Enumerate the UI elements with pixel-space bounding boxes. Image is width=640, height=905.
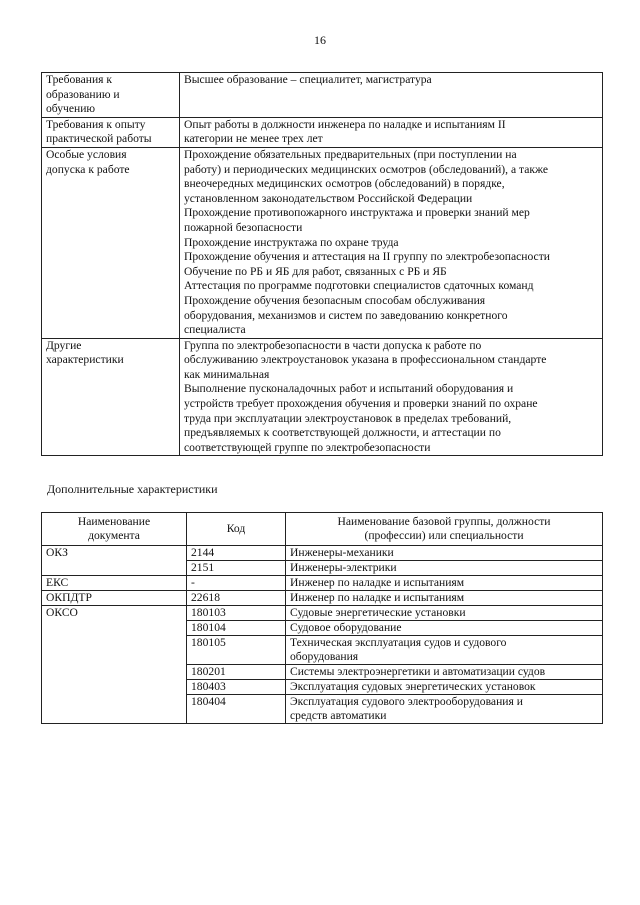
cell-name (286, 591, 603, 606)
text-line: Особые условия (46, 147, 127, 161)
requirements-table (41, 72, 603, 456)
text-line: обслуживанию электроустановок указана в профессиональном стандарте (184, 353, 547, 367)
cell-document: ОКСО (42, 606, 187, 621)
text-line: устройств требует прохождения обучения и проверки знаний по охране (184, 397, 538, 411)
text-line: внеочередных медицинских осмотров (обследований) в порядке, (184, 177, 505, 191)
cell-document: ОКЗ (42, 546, 187, 561)
text-line: Техническая эксплуатация судов и судового (290, 636, 507, 649)
text-line: оборудования (290, 650, 359, 663)
text-line: средств автоматики (290, 709, 387, 722)
header-line: Код (226, 522, 246, 535)
cell-name (286, 561, 603, 576)
text-line: Требования к опыту (46, 117, 146, 131)
table-row (42, 665, 603, 680)
cell-code: 22618 (187, 591, 286, 606)
cell-code: 180103 (187, 606, 286, 621)
cell-code: 180403 (187, 680, 286, 695)
cell-code: 2151 (187, 561, 286, 576)
text-line: Другие (46, 338, 82, 352)
text-line: Инженер по наладке и испытаниям (290, 576, 465, 589)
cell-document: ОКПДТР (42, 591, 187, 606)
requirement-value (180, 338, 603, 456)
cell-document (42, 665, 187, 680)
requirement-label (42, 73, 180, 118)
text-line: Обучение по РБ и ЯБ для работ, связанных с РБ и ЯБ (184, 264, 447, 278)
text-line: Аттестация по программе подготовки специалистов сдаточных команд (184, 279, 534, 293)
table-row (42, 606, 603, 621)
text-line: Судовые энергетические установки (290, 606, 466, 619)
cell-name (286, 695, 603, 724)
text-line: специалиста (184, 323, 246, 337)
header-code (187, 513, 286, 546)
cell-name (286, 680, 603, 695)
text-line: Прохождение инструктажа по охране труда (184, 235, 399, 249)
text-line: установленном законодательством Российской Федерации (184, 191, 473, 205)
requirement-label (42, 117, 180, 147)
cell-document (42, 621, 187, 636)
requirement-value (180, 147, 603, 338)
table-row (42, 621, 603, 636)
text-line: Системы электроэнергетики и автоматизации судов (290, 665, 546, 678)
text-line: оборудования, механизмов и систем по заведованию конкретного (184, 308, 508, 322)
cell-code: 2144 (187, 546, 286, 561)
text-line: Инженер по наладке и испытаниям (290, 591, 465, 604)
text-line: Прохождение обучения и аттестация на II группу по электробезопасности (184, 250, 550, 264)
text-line: Прохождение обязательных предварительных (при поступлении на (184, 147, 517, 161)
text-line: Прохождение обучения безопасным способам обслуживания (184, 293, 486, 307)
table-header-row (42, 513, 603, 546)
text-line: как минимальная (184, 367, 270, 381)
requirement-value (180, 117, 603, 147)
cell-code: 180105 (187, 636, 286, 665)
header-line: Наименование базовой группы, должности (337, 515, 551, 528)
cell-name (286, 546, 603, 561)
table-row (42, 591, 603, 606)
text-line: Эксплуатация судового электрооборудования и (290, 695, 523, 708)
cell-document (42, 561, 187, 576)
text-line: Инженеры-механики (290, 546, 394, 559)
text-line: Судовое оборудование (290, 621, 402, 634)
additional-characteristics-table (41, 512, 603, 724)
text-line: обучению (46, 102, 96, 116)
text-line: Высшее образование – специалитет, магистратура (184, 73, 432, 86)
header-line: Наименование (77, 515, 151, 528)
cell-document (42, 680, 187, 695)
text-line: пожарной безопасности (184, 220, 303, 234)
text-line: практической работы (46, 132, 152, 146)
cell-name (286, 621, 603, 636)
requirement-label (42, 147, 180, 338)
cell-code: 180201 (187, 665, 286, 680)
text-line: категории не менее трех лет (184, 132, 323, 146)
header-name (286, 513, 603, 546)
table-row (42, 561, 603, 576)
requirement-row (42, 73, 603, 118)
text-line: труда при эксплуатации электроустановок в пределах требований, (184, 411, 512, 425)
table-row (42, 636, 603, 665)
text-line: образованию и (46, 87, 120, 101)
requirement-row (42, 338, 603, 456)
cell-document: ЕКС (42, 576, 187, 591)
cell-name (286, 636, 603, 665)
text-line: Опыт работы в должности инженера по наладке и испытаниям II (184, 117, 506, 131)
cell-document (42, 636, 187, 665)
section-heading: Дополнительные характеристики (47, 482, 218, 496)
table-row (42, 576, 603, 591)
cell-name (286, 606, 603, 621)
requirement-label (42, 338, 180, 456)
text-line: допуска к работе (46, 162, 130, 176)
text-line: характеристики (46, 353, 124, 367)
cell-name (286, 576, 603, 591)
text-line: Эксплуатация судовых энергетических установок (290, 680, 536, 693)
text-line: работу) и периодических медицинских осмотров (обследований), а также (184, 162, 548, 176)
header-line: документа (88, 529, 140, 542)
cell-code: 180104 (187, 621, 286, 636)
text-line: предъявляемых к соответствующей должности, и аттестации по (184, 426, 501, 440)
text-line: Инженеры-электрики (290, 561, 397, 574)
cell-document (42, 695, 187, 724)
cell-code: - (187, 576, 286, 591)
table-row (42, 695, 603, 724)
text-line: соответствующей группе по электробезопасности (184, 440, 431, 454)
requirement-row (42, 147, 603, 338)
requirement-row (42, 117, 603, 147)
table-row (42, 546, 603, 561)
text-line: Требования к (46, 73, 113, 86)
text-line: Группа по электробезопасности в части допуска к работе по (184, 338, 482, 352)
cell-name (286, 665, 603, 680)
header-document (42, 513, 187, 546)
text-line: Прохождение противопожарного инструктажа и проверки знаний мер (184, 206, 530, 220)
requirement-value (180, 73, 603, 118)
text-line: Выполнение пусконаладочных работ и испытаний оборудования и (184, 382, 514, 396)
page-number: 16 (314, 33, 326, 47)
cell-code: 180404 (187, 695, 286, 724)
table-row (42, 680, 603, 695)
header-line: (профессии) или специальности (364, 529, 524, 542)
